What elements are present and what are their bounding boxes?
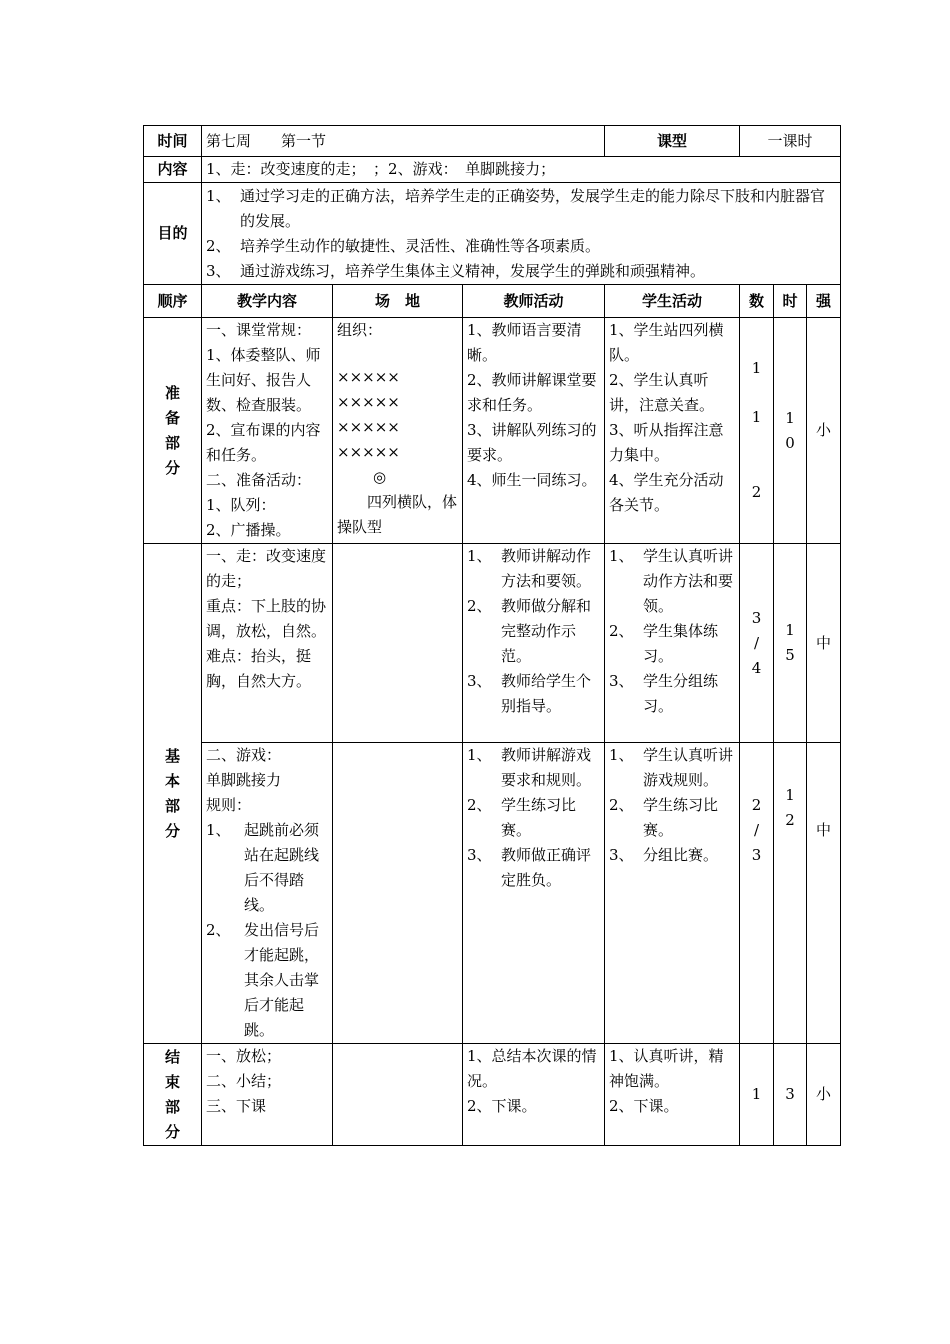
- goal-item: 3、 通过游戏练习，培养学生集体主义精神，发展学生的弹跳和顽强精神。: [206, 261, 706, 280]
- basic-game-row: [144, 743, 841, 1044]
- formation-row: ×××××: [337, 418, 400, 436]
- time-row: [144, 126, 841, 157]
- walk-time: 1 5: [774, 544, 807, 743]
- content-label: 内容: [144, 157, 202, 183]
- walk-venue: [333, 544, 463, 743]
- goal-label: 目的: [144, 183, 202, 285]
- venue-note: 四列横队，体操队型: [337, 493, 458, 536]
- formation-row: ×××××: [337, 393, 400, 411]
- walk-student: 1、 学生认真听讲动作方法和要领。 2、 学生集体练习。 3、 学生分组练习。: [605, 544, 740, 743]
- prep-count: 1 1 2: [740, 318, 774, 544]
- formation-row: ×××××: [337, 443, 400, 461]
- goal-item: 2、 培养学生动作的敏捷性、灵活性、准确性等各项素质。: [206, 236, 601, 255]
- basic-walk-row: [144, 544, 841, 743]
- time-label: 时间: [144, 126, 202, 157]
- walk-count: 3 / 4: [740, 544, 774, 743]
- header-count: 数: [740, 285, 774, 318]
- game-intensity: 中: [807, 743, 841, 1044]
- end-section-label: 结 束 部 分: [144, 1044, 202, 1146]
- goal-item: 1、 通过学习走的正确方法，培养学生走的正确姿势，发展学生走的能力除尽下肢和内脏器官的发展。: [206, 186, 826, 230]
- walk-content: 一、走：改变速度的走； 重点：下上肢的协调，放松，自然。 难点：抬头，挺胸，自然大方。: [202, 544, 333, 743]
- prep-section-label: 准 备 部 分: [144, 318, 202, 544]
- formation-row: ×××××: [337, 368, 400, 386]
- end-intensity: 小: [807, 1044, 841, 1146]
- header-order: 顺序: [144, 285, 202, 318]
- lesson-type-label: 课型: [605, 126, 740, 157]
- prep-intensity: 小: [807, 318, 841, 544]
- walk-teacher: 1、 教师讲解动作方法和要领。 2、 教师做分解和完整动作示范。 3、 教师给学生个别指导。: [463, 544, 605, 743]
- teacher-position-mark: ◎: [373, 468, 387, 486]
- header-student: 学生活动: [605, 285, 740, 318]
- prep-teacher: 1、教师语言要清晰。 2、教师讲解课堂要求和任务。 3、讲解队列练习的要求。 4、师生一同练习。: [463, 318, 605, 544]
- end-content: 一、放松； 二、小结； 三、下课: [202, 1044, 333, 1146]
- game-time: 1 2: [774, 743, 807, 1044]
- header-intensity: 强: [807, 285, 841, 318]
- game-venue: [333, 743, 463, 1044]
- content-row: [144, 157, 841, 183]
- game-count: 2 / 3: [740, 743, 774, 1044]
- venue-org-label: 组织：: [337, 321, 383, 339]
- content-value: 1、走：改变速度的走； ；2、游戏： 单脚跳接力；: [202, 157, 841, 183]
- game-content: 二、游戏： 单脚跳接力 规则： 1、 起跳前必须站在起跳线后不得踏线。 2、 发出信号后才能起跳，其余人击掌后才能起跳。: [202, 743, 333, 1044]
- column-header-row: [144, 285, 841, 318]
- lesson-type-value: 一课时: [740, 126, 841, 157]
- header-venue: 场 地: [333, 285, 463, 318]
- prep-content: 一、课堂常规： 1、体委整队、师生问好、报告人数、检查服装。 2、宣布课的内容和任务。 二、准备活动： 1、队列： 2、广播操。: [202, 318, 333, 544]
- header-teacher: 教师活动: [463, 285, 605, 318]
- game-student: 1、 学生认真听讲游戏规则。 2、 学生练习比赛。 3、 分组比赛。: [605, 743, 740, 1044]
- rule-item: 1、 起跳前必须站在起跳线后不得踏线。: [206, 821, 320, 914]
- walk-intensity: 中: [807, 544, 841, 743]
- end-count: 1: [740, 1044, 774, 1146]
- goal-list: [202, 183, 841, 285]
- prep-row: [144, 318, 841, 544]
- time-value: 第七周 第一节: [202, 126, 605, 157]
- end-teacher: 1、总结本次课的情况。 2、下课。: [463, 1044, 605, 1146]
- prep-time: 1 0: [774, 318, 807, 544]
- end-student: 1、认真听讲，精神饱满。 2、下课。: [605, 1044, 740, 1146]
- lesson-plan-table: [143, 125, 841, 1146]
- end-row: [144, 1044, 841, 1146]
- goal-row: [144, 183, 841, 285]
- end-time: 3: [774, 1044, 807, 1146]
- prep-student: 1、学生站四列横队。 2、学生认真听讲，注意关查。 3、听从指挥注意力集中。 4、学生充分活动各关节。: [605, 318, 740, 544]
- rule-item: 2、 发出信号后才能起跳，其余人击掌后才能起跳。: [206, 921, 320, 1039]
- end-venue: [333, 1044, 463, 1146]
- basic-section-label: 基 本 部 分: [144, 544, 202, 1044]
- prep-venue: [333, 318, 463, 544]
- header-content: 教学内容: [202, 285, 333, 318]
- header-time: 时: [774, 285, 807, 318]
- game-teacher: 1、 教师讲解游戏要求和规则。 2、 学生练习比赛。 3、 教师做正确评定胜负。: [463, 743, 605, 1044]
